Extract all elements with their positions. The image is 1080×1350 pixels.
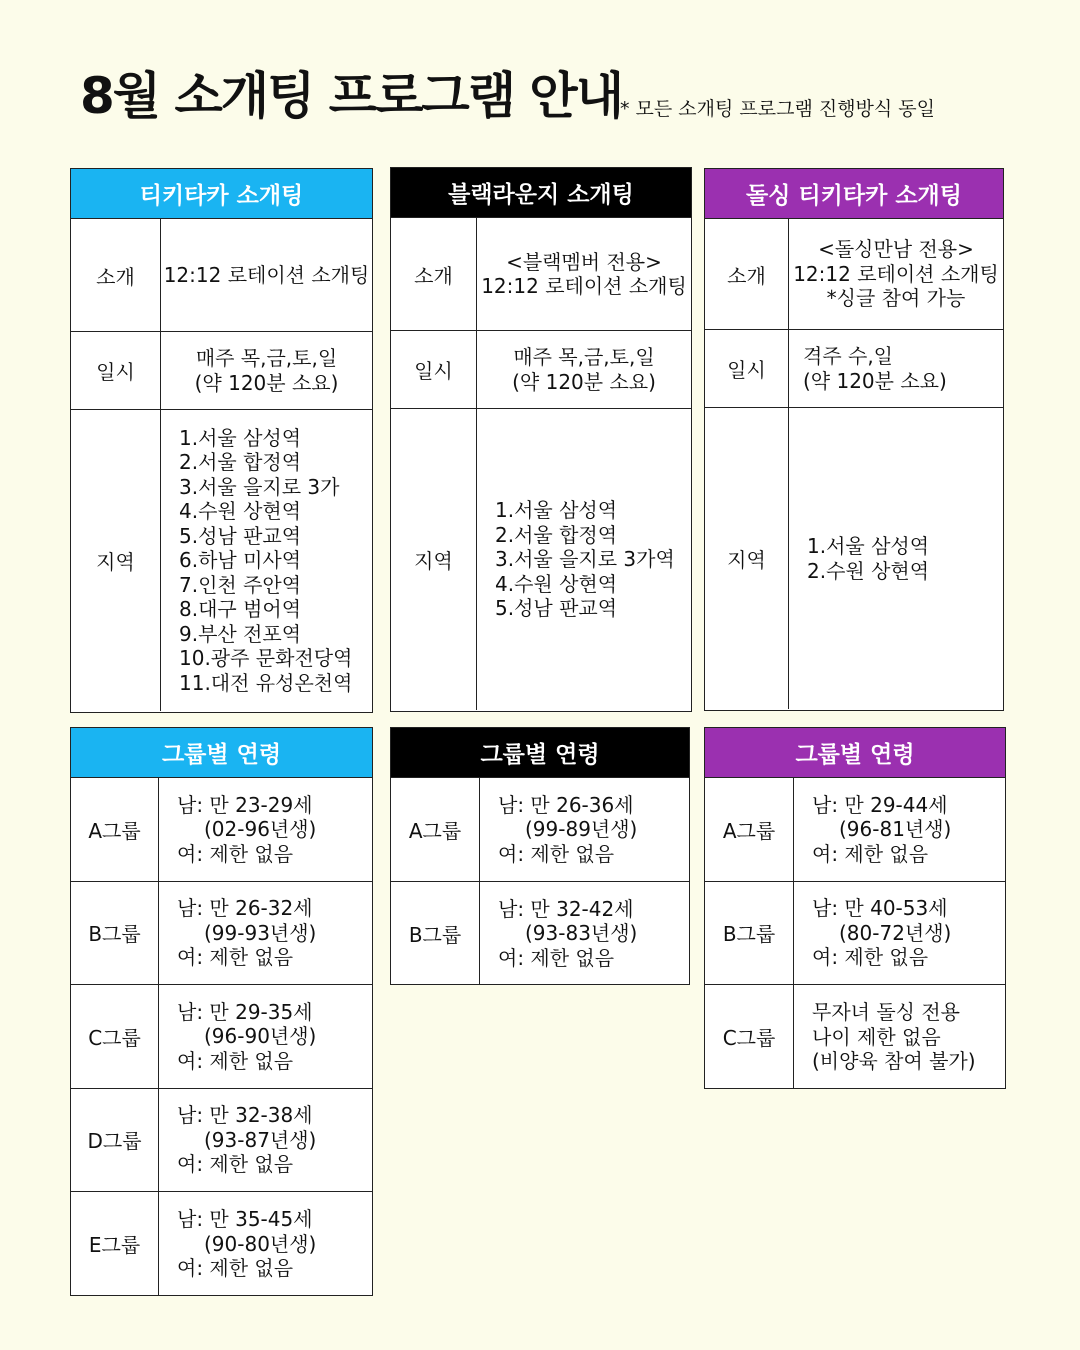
text-line: 12:12 로테이션 소개팅 xyxy=(163,262,370,287)
group-line: 남: 만 26-32세 xyxy=(177,896,313,920)
region-label: 지역 xyxy=(71,410,161,711)
group-value xyxy=(159,882,372,985)
group-label: B그룹 xyxy=(391,882,480,986)
intro-label: 소개 xyxy=(705,219,789,329)
age-table-tikitaka xyxy=(70,727,373,1296)
text-line: (약 120분 소요) xyxy=(803,368,947,393)
group-label: B그룹 xyxy=(705,882,794,985)
group-line: 남: 만 32-42세 xyxy=(498,896,634,921)
schedule-row xyxy=(71,332,372,410)
group-line: (99-93년생) xyxy=(204,920,317,945)
intro-row xyxy=(71,219,372,332)
schedule-label: 일시 xyxy=(71,332,161,409)
schedule-value xyxy=(161,332,372,409)
group-value xyxy=(794,778,1005,881)
region-row xyxy=(71,410,372,711)
group-value xyxy=(159,985,372,1088)
table-header: 티키타카 소개팅 xyxy=(71,169,372,219)
group-line: 여: 제한 없음 xyxy=(498,841,615,866)
text-line: 9.부산 전포역 xyxy=(179,621,302,646)
text-line: <돌싱만남 전용> xyxy=(818,237,974,262)
text-line: 2.수원 상현역 xyxy=(807,558,930,583)
group-line: 남: 만 29-35세 xyxy=(177,999,313,1024)
region-row xyxy=(705,408,1003,709)
group-line: 남: 만 40-53세 xyxy=(812,896,948,920)
group-line: 여: 제한 없음 xyxy=(177,1256,294,1280)
group-row xyxy=(705,882,1005,986)
text-line: 11.대전 유성온천역 xyxy=(179,670,353,695)
schedule-label: 일시 xyxy=(705,330,789,407)
group-value xyxy=(159,1089,372,1192)
group-line: (02-96년생) xyxy=(204,817,317,841)
group-value xyxy=(159,778,372,881)
program-table-blacklounge xyxy=(390,167,692,712)
group-row xyxy=(71,985,372,1089)
text-line: (약 120분 소요) xyxy=(512,369,656,394)
schedule-value xyxy=(789,330,1003,407)
group-value xyxy=(480,882,689,986)
group-line: 여: 제한 없음 xyxy=(177,841,294,866)
schedule-row xyxy=(391,331,691,409)
group-line: (93-83년생) xyxy=(525,921,638,945)
group-line: 여: 제한 없음 xyxy=(177,945,294,969)
group-label: C그룹 xyxy=(71,985,159,1088)
text-line: 매주 목,금,토,일 xyxy=(195,346,338,370)
group-line: 남: 만 23-29세 xyxy=(177,792,313,817)
intro-row xyxy=(391,218,691,331)
region-row xyxy=(391,409,691,710)
text-line: 12:12 로테이션 소개팅 xyxy=(481,274,687,298)
program-table-tikitaka xyxy=(70,168,373,713)
schedule-label: 일시 xyxy=(391,331,477,408)
text-line: 5.성남 판교역 xyxy=(179,523,302,548)
age-table-blacklounge xyxy=(390,727,690,985)
group-label: A그룹 xyxy=(705,778,794,881)
text-line: <블랙멤버 전용> xyxy=(506,249,662,274)
age-table-header: 그룹별 연령 xyxy=(391,728,689,778)
text-line: 6.하남 미사역 xyxy=(179,548,302,573)
region-list xyxy=(161,410,372,711)
group-line: 남: 만 35-45세 xyxy=(177,1207,313,1231)
intro-value xyxy=(477,218,691,330)
group-line: (93-87년생) xyxy=(204,1127,317,1152)
text-line: 1.서울 삼성역 xyxy=(495,498,618,523)
group-value xyxy=(794,882,1005,985)
schedule-row xyxy=(705,330,1003,408)
group-line: 여: 제한 없음 xyxy=(498,945,615,970)
page-title: 8월 소개팅 프로그램 안내 xyxy=(80,67,623,125)
group-value xyxy=(480,778,689,881)
group-label: D그룹 xyxy=(71,1089,159,1192)
group-label: B그룹 xyxy=(71,882,159,985)
group-row xyxy=(71,1192,372,1296)
group-line: 남: 만 29-44세 xyxy=(812,792,948,817)
group-value xyxy=(159,1192,372,1296)
text-line: 10.광주 문화전당역 xyxy=(179,646,353,671)
group-row xyxy=(71,882,372,986)
text-line: 2.서울 합정역 xyxy=(179,450,302,475)
group-line: (96-90년생) xyxy=(204,1024,317,1048)
page-note: * 모든 소개팅 프로그램 진행방식 동일 xyxy=(620,98,936,120)
text-line: *싱글 참여 가능 xyxy=(826,286,966,311)
text-line: (약 120분 소요) xyxy=(194,370,339,395)
text-line: 12:12 로테이션 소개팅 xyxy=(793,261,999,286)
text-line: 격주 수,일 xyxy=(803,344,893,368)
group-line: (80-72년생) xyxy=(839,920,952,945)
region-label: 지역 xyxy=(391,409,477,710)
text-line: 5.성남 판교역 xyxy=(495,596,618,621)
group-label: E그룹 xyxy=(71,1192,159,1296)
text-line: 7.인천 주안역 xyxy=(179,572,302,597)
region-label: 지역 xyxy=(705,408,789,709)
intro-value xyxy=(789,219,1003,329)
group-line: 무자녀 돌싱 전용 xyxy=(812,1000,960,1024)
group-label: C그룹 xyxy=(705,985,794,1089)
schedule-value xyxy=(477,331,691,408)
text-line: 1.서울 삼성역 xyxy=(179,425,302,450)
group-row xyxy=(391,778,689,882)
group-line: 여: 제한 없음 xyxy=(812,841,929,866)
intro-value xyxy=(161,219,372,331)
group-label: A그룹 xyxy=(391,778,480,881)
group-row xyxy=(71,1089,372,1193)
group-value xyxy=(794,985,1005,1089)
group-row xyxy=(71,778,372,882)
table-header: 돌싱 티키타카 소개팅 xyxy=(705,169,1003,219)
group-line: 남: 만 26-36세 xyxy=(498,792,634,817)
age-table-dolsing xyxy=(704,727,1006,1089)
age-table-header: 그룹별 연령 xyxy=(71,728,372,778)
group-line: 여: 제한 없음 xyxy=(177,1152,294,1176)
text-line: 매주 목,금,토,일 xyxy=(513,345,655,369)
text-line: 3.서울 을지로 3가역 xyxy=(495,547,675,572)
intro-label: 소개 xyxy=(71,219,161,331)
text-line: 2.서울 합정역 xyxy=(495,522,618,547)
group-line: (99-89년생) xyxy=(525,817,638,841)
text-line: 1.서울 삼성역 xyxy=(807,534,930,558)
text-line: 4.수원 상현역 xyxy=(495,571,618,596)
text-line: 8.대구 범어역 xyxy=(179,597,302,622)
region-list xyxy=(789,408,1003,709)
group-line: (비양육 참여 불가) xyxy=(812,1049,976,1073)
program-table-dolsing xyxy=(704,168,1004,711)
group-label: A그룹 xyxy=(71,778,159,881)
group-line: (90-80년생) xyxy=(204,1231,317,1256)
group-row xyxy=(705,778,1005,882)
group-line: 여: 제한 없음 xyxy=(812,945,929,969)
text-line: 3.서울 을지로 3가 xyxy=(179,474,340,499)
intro-row xyxy=(705,219,1003,330)
age-table-header: 그룹별 연령 xyxy=(705,728,1005,778)
group-line: (96-81년생) xyxy=(839,817,952,841)
text-line: 4.수원 상현역 xyxy=(179,499,302,524)
region-list xyxy=(477,409,691,710)
group-line: 남: 만 32-38세 xyxy=(177,1103,313,1127)
intro-label: 소개 xyxy=(391,218,477,330)
group-row xyxy=(705,985,1005,1089)
group-row xyxy=(391,882,689,986)
group-line: 나이 제한 없음 xyxy=(812,1024,941,1049)
table-header: 블랙라운지 소개팅 xyxy=(391,168,691,218)
group-line: 여: 제한 없음 xyxy=(177,1048,294,1073)
